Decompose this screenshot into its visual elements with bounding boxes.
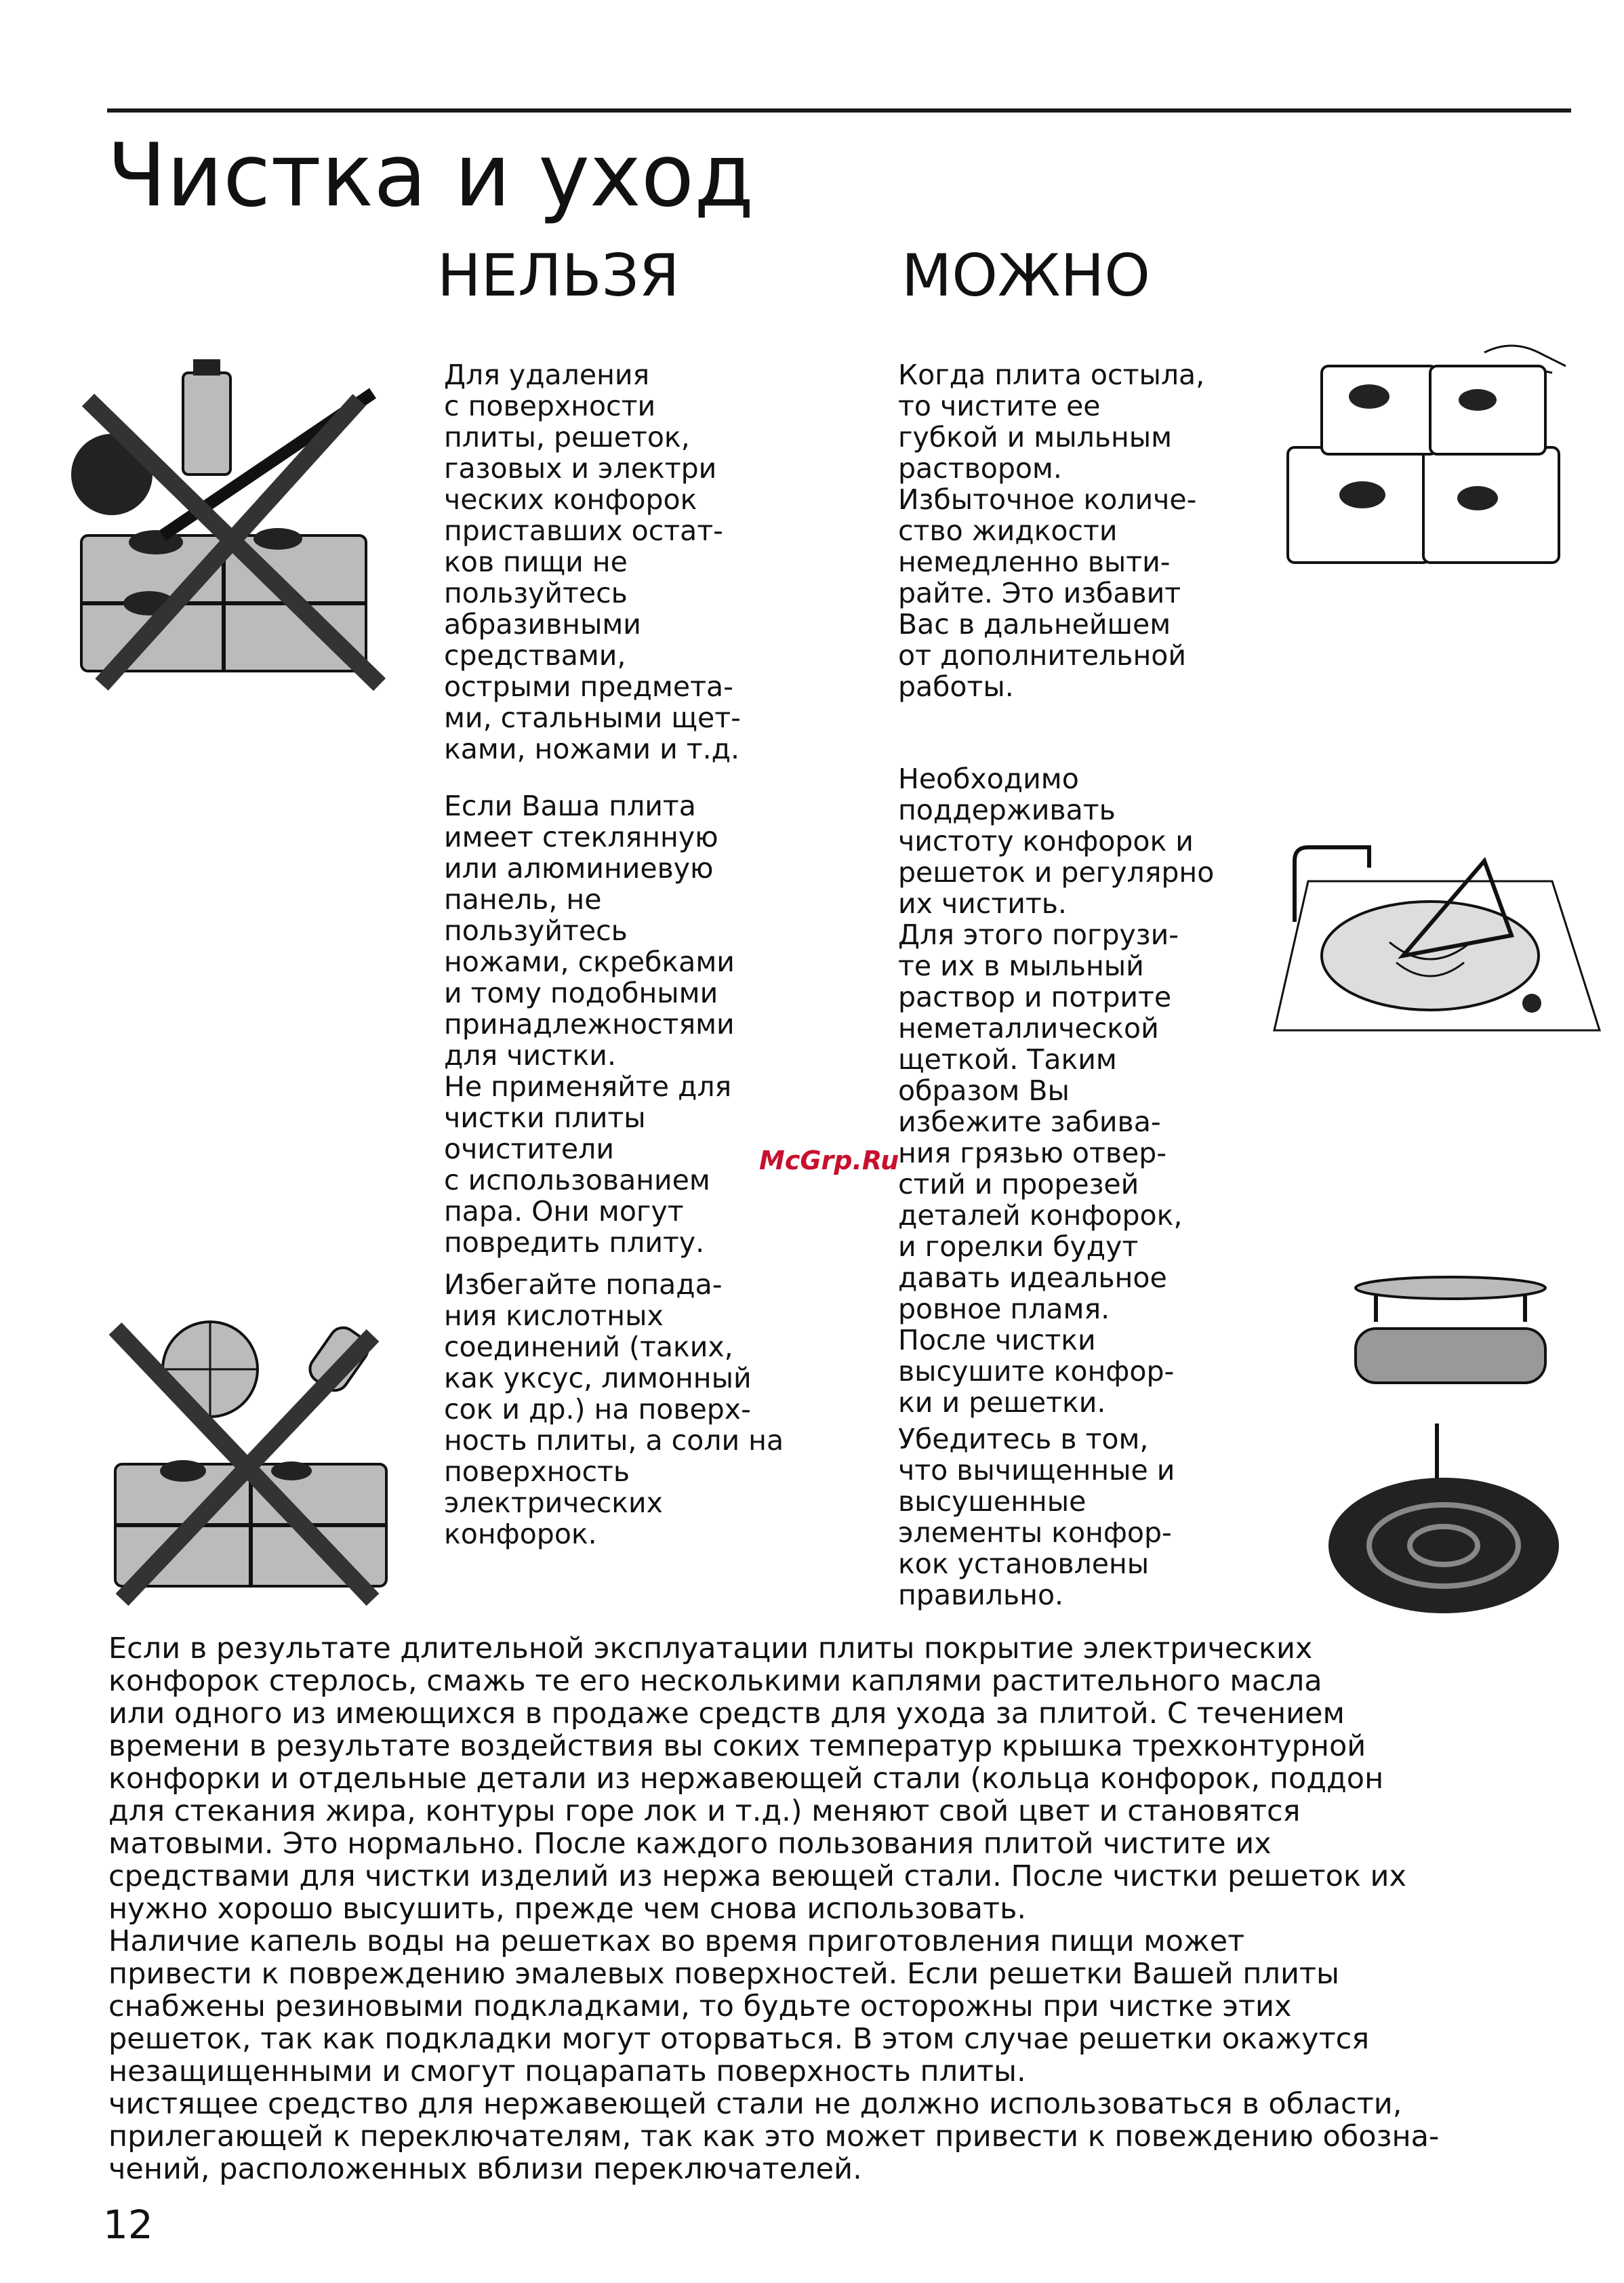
sponge-wipe-illustration <box>1281 325 1606 583</box>
acid-salt-crossed-illustration <box>102 1315 407 1613</box>
do-paragraph-sponge: Когда плита остыла, то чистите ее губкой и мыльным раствором. Избыточное количе- ство жидкости немедленно выти- райте. Это избавит Вас в дальнейшем от дополнительной работы. <box>898 359 1205 703</box>
page-number: 12 <box>103 2202 153 2248</box>
grates-soaking-illustration <box>1267 841 1606 1044</box>
burner-assembly-illustration <box>1322 1268 1579 1620</box>
dont-paragraph-glass-panel: Если Ваша плита имеет стеклянную или алюминиевую панель, не пользуйтесь ножами, скребками и тому подобными принадлежностями для чистки. Не применяйте для чистки плиты очистители с использованием пара. Они могут повредить плиту. <box>444 790 735 1259</box>
do-paragraph-regular-cleaning: Необходимо поддерживать чистоту конфорок и решеток и регулярно их чистить. Для этого погрузи- те их в мыльный раствор и потрите неметаллической щеткой. Таким образом Вы избежите забива- ния грязью отвер- стий и прорезей деталей конфорок, и горелки будут давать идеальное ровное пламя. После чистки высушите конфор- ки и решетки. <box>898 763 1215 1419</box>
bottom-paragraph: Если в результате длительной эксплуатации плиты покрытие электрических конфорок стерлось, смажь те его несколькими каплями растительного масла или одного из имеющихся в продаже средств для ухода за плитой. С течением времени в результате воздействия вы соких температур крышка трехконтурной конфорки и отдельные детали из нержавеющей стали (кольца конфорок, поддон для стекания жира, контуры горе лок и т.д.) меняют свой цвет и становятся матовыми. Это нормально. После каждого пользования плитой чистите их средствами для чистки изделий из нержа веющей стали. После чистки решеток их нужно хорошо высушить, прежде чем снова использовать. Наличие капель воды на решетках во время приготовления пищи может привести к повреждению эмалевых поверхностей. Если решетки Вашей плиты снабжены резиновыми подкладками, то будьте осторожны при чистке этих решеток, так как подкладки могут оторваться. В этом случае решетки окажутся незащищенными и смогут поцарапать поверхность плиты. чистящее средство для нержавеющей стали не должно использоваться в области, прилегающей к переключателям, так как это может привести к повеждению обозна- чений, расположенных вблизи переключателей. <box>108 1632 1440 2186</box>
do-heading: МОЖНО <box>901 242 1150 310</box>
abrasive-tools-crossed-illustration <box>61 359 400 698</box>
do-paragraph-check-assembly: Убедитесь в том, что вычищенные и высушенные элементы конфор- кок установлены правильно. <box>898 1423 1175 1611</box>
watermark: McGrp.Ru <box>759 1146 899 1175</box>
dont-paragraph-abrasives: Для удаления с поверхности плиты, решеток, газовых и электри ческих конфорок приставших остат- ков пищи не пользуйтесь абразивными средствами, острыми предмета- ми, стальными щет- ками, ножами и т.д. <box>444 359 741 765</box>
header-rule <box>107 108 1571 113</box>
dont-paragraph-acids: Избегайте попада- ния кислотных соединений (таких, как уксус, лимонный сок и др.) на поверх- ность плиты, а соли на поверхность электрических конфорок. <box>444 1268 784 1550</box>
page-title: Чистка и уход <box>107 125 754 226</box>
dont-heading: НЕЛЬЗЯ <box>437 242 680 310</box>
